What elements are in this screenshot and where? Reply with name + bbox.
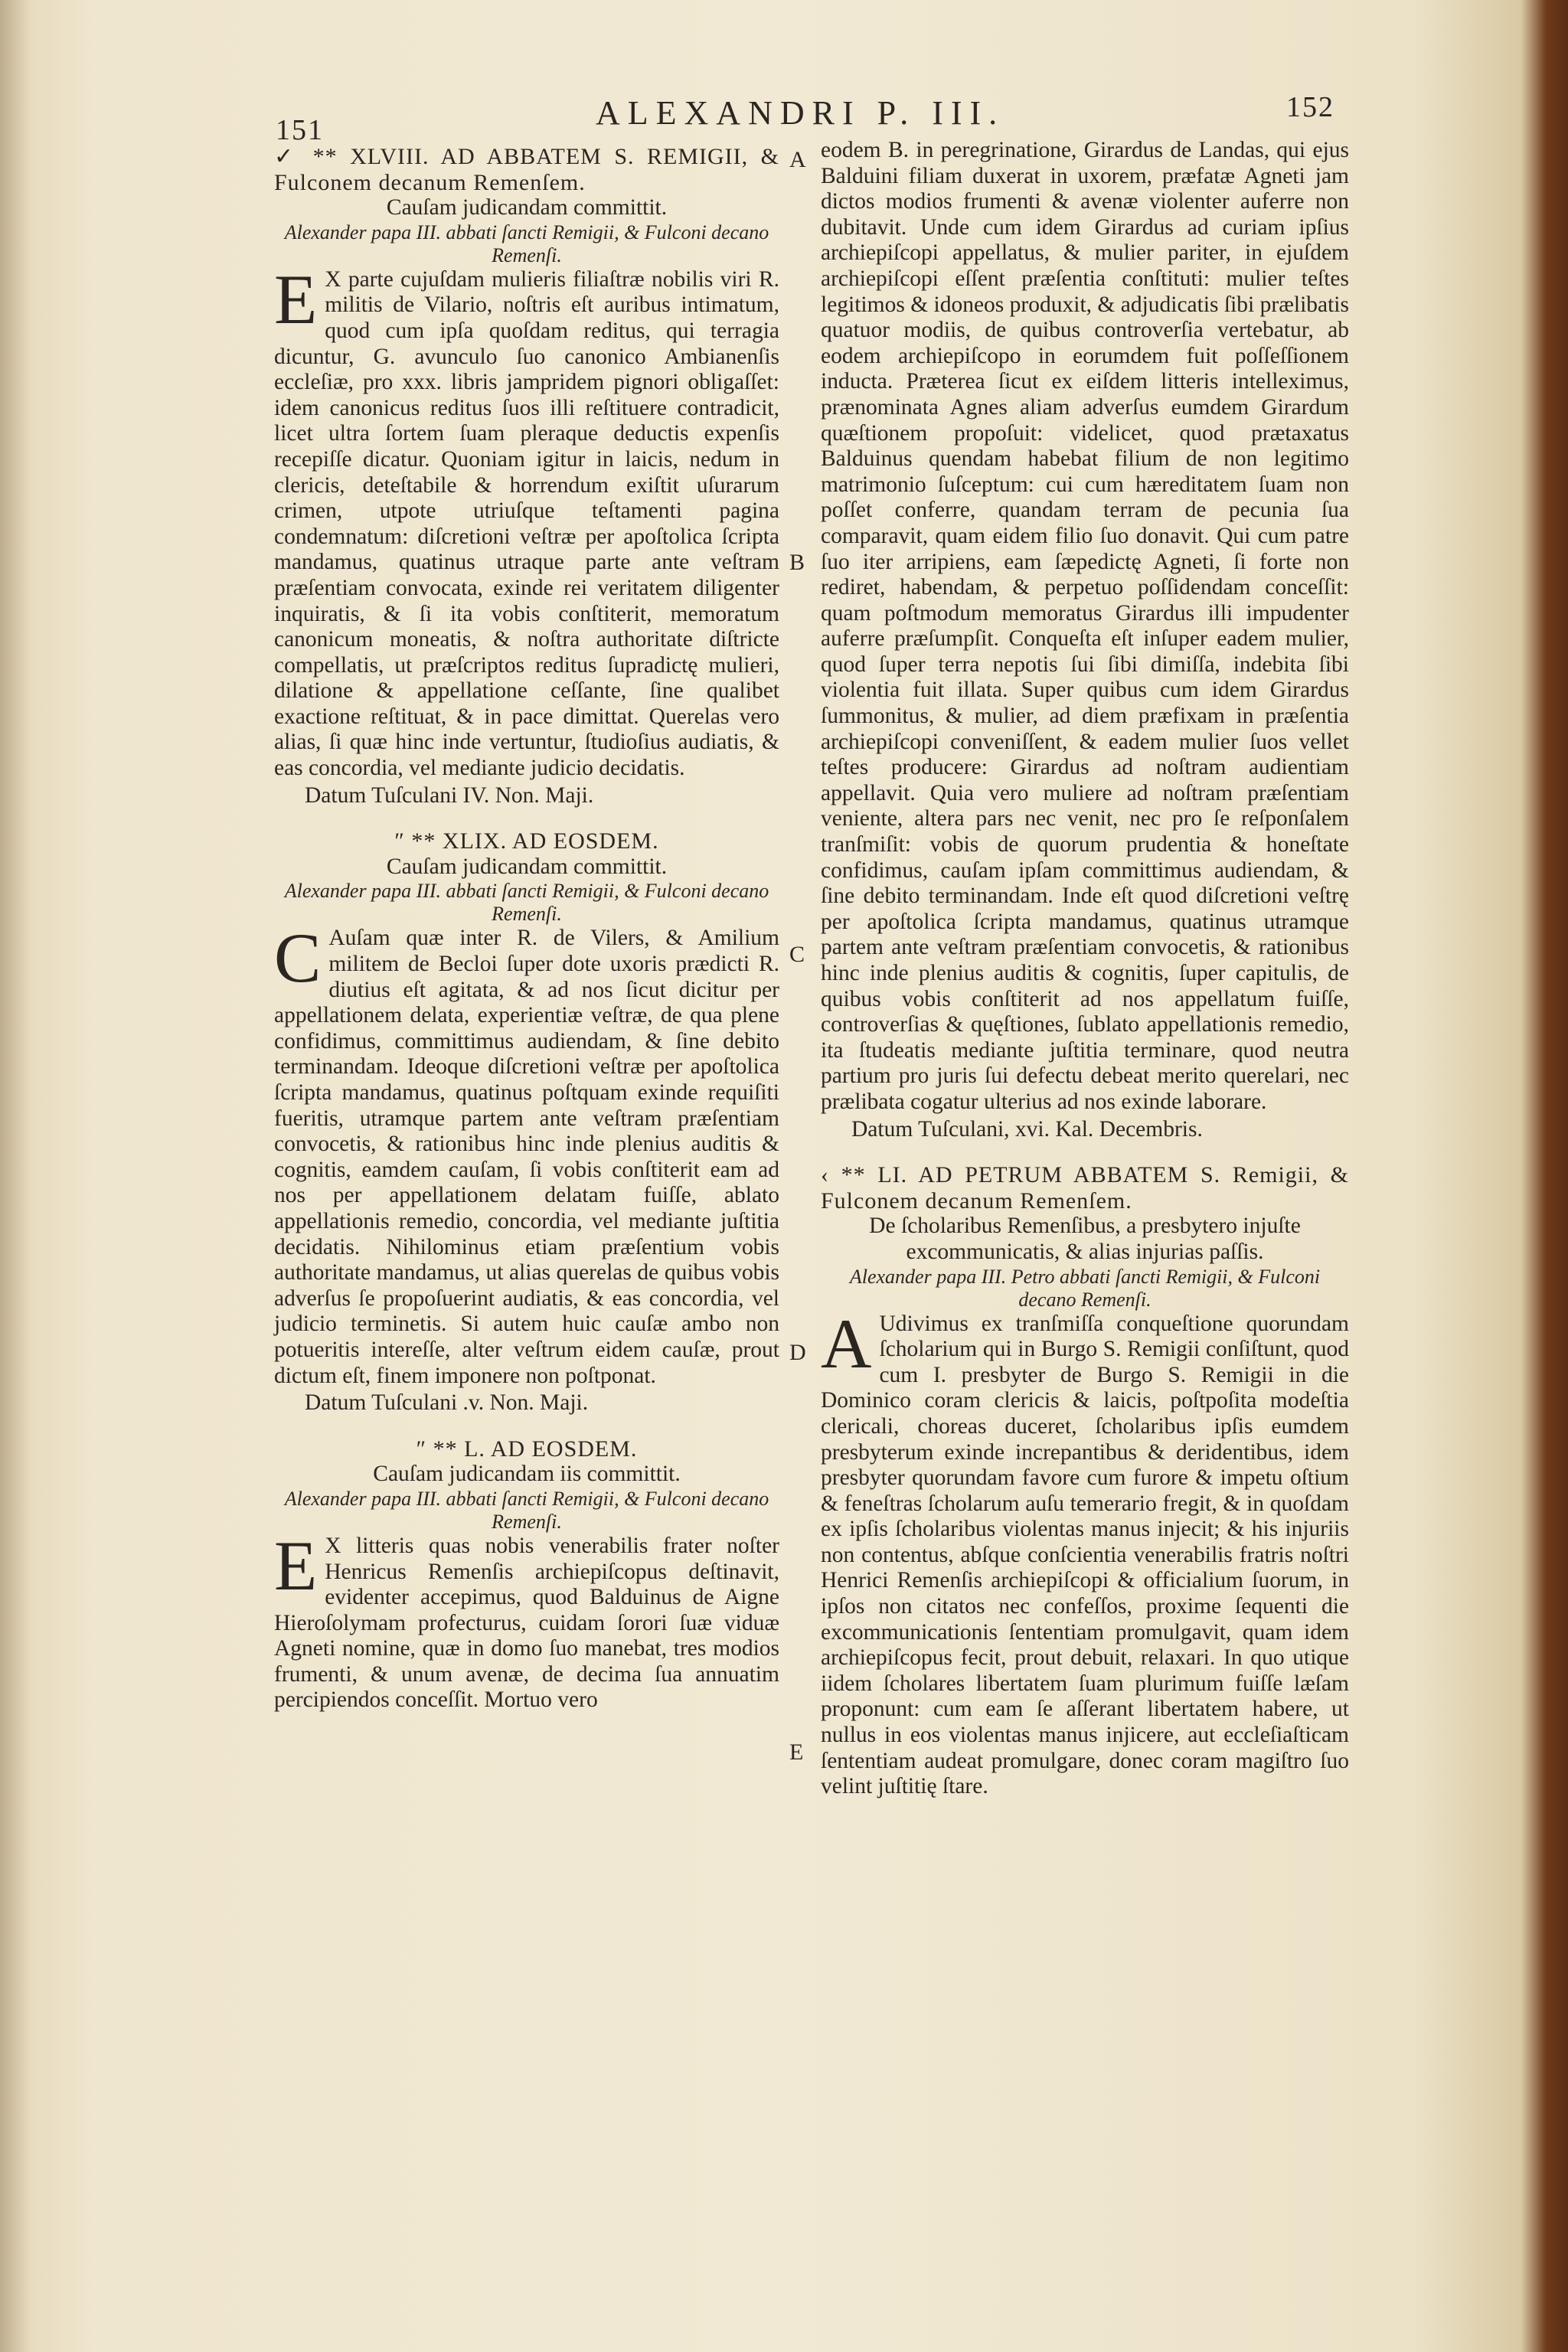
letter-51-subject: De ſcholaribus Remenſibus, a presbytero injuſte excommunicatis, & alias injurias paſſis.	[869, 1214, 1301, 1264]
letter-51-heading: ‹ ** LI. AD PETRUM ABBATEM S. Remigii, & Fulconem decanum Remenſem.	[821, 1162, 1349, 1214]
letter-50-subject: Cauſam judicandam iis committit.	[373, 1462, 681, 1487]
letter-49-heading: ″ ** XLIX. AD EOSDEM.	[394, 828, 659, 854]
letter-49-text	[274, 919, 779, 1389]
letter-48-body: X parte cujuſdam mulieris filiaſtræ nobilis viri R. militis de Vilario, noſtris eſt auribus intimatum, quod cum ipſa quoſdam reditus, qui terragia dicuntur, G. avunculo ſuo canonico Ambianenſis eccleſiæ, pro xxx. libris jampridem pignori obligaſſet: idem canonicus reditus ſuos illi reſtituere contradicit, licet ultra ſortem ſuam pleraque deductis expenſis recepiſſe dicatur. Quoniam igitur in laicis, nedum in clericis, deteſtabile & horrendum exiſtit uſurarum crimen, utpote utriuſque teſtamenti pagina condemnatum: diſcretioni veſtræ per apoſtolica ſcripta mandamus, quatinus utraque parte ante veſtram præſentiam convocata, exinde rei veritatem diligenter inquiratis, & ſi ita vobis conſtiterit, memoratum canonicum moneatis, & noſtra authoritate diſtricte compellatis, ut præſcriptos reditus ſupradictę mulieri, dilatione & appellatione ceſſante, ſine qualibet exactione reſtituat, & in pace dimittat. Querelas vero alias, ſi quæ hinc inde vertuntur, ſtudioſius audiatis, & eas concordia, vel mediante judicio decidatis.	[274, 266, 779, 781]
letter-48-address: Alexander papa III. abbati ſancti Remigii, & Fulconi decano Remenſi.	[284, 220, 769, 266]
letter-49-date: Datum Tuſculani .v. Non. Maji.	[305, 1390, 589, 1416]
letter-48-date: Datum Tuſculani IV. Non. Maji.	[305, 782, 594, 808]
letter-49-address: Alexander papa III. abbati ſancti Remigii, & Fulconi decano Remenſi.	[284, 880, 769, 926]
drop-cap: C	[274, 919, 322, 998]
page-number-right: 152	[1286, 91, 1334, 123]
letter-48-heading: ✓ ** XLVIII. AD ABBATEM S. REMIGII, & Fulconem decanum Remenſem.	[274, 144, 779, 195]
margin-letter-c: C	[789, 942, 805, 967]
right-column	[821, 138, 1349, 1800]
letter-51-address: Alexander papa III. Petro abbati ſancti Remigii, & Fulconi decano Remenſi.	[849, 1265, 1321, 1311]
letter-48-subject: Cauſam judicandam committit.	[386, 195, 668, 220]
letter-49-body: Auſam quæ inter R. de Vilers, & Amilium militem de Becloi ſuper dote uxoris prædicti R. diutius eſt agitata, & ad nos ſicut dicitur per appellationem delata, experientiæ veſtræ, de qua plene confidimus, committimus audiendam, & ſine debito terminandam. Ideoque diſcretioni veſtræ per apoſtolica ſcripta mandamus, quatinus poſtquam exinde requiſiti fueritis, utramque partem ante veſtram præſentiam convocetis, & rationibus hinc inde plenius auditis & cognitis, eamdem cauſam, ſi vobis conſtiterit eam ad nos per appellationem delatam fuiſſe, ablato appellationis remedio, concordia, vel mediante juſtitia decidatis. Nihilominus etiam præſentium vobis authoritate mandamus, ut alias querelas de quibus vobis adverſus ſe propoſuerint audiatis, & eas concordia, vel judicio terminetis. Si autem huic cauſæ ambo non potueritis intereſſe, alter veſtrum eidem cauſæ, prout dictum eſt, finem imponere non poſtponat.	[274, 926, 779, 1388]
margin-letter-b: B	[789, 550, 805, 575]
left-column	[274, 144, 779, 1713]
margin-letter-a: A	[789, 147, 806, 172]
drop-cap: A	[821, 1304, 872, 1383]
letter-50-address: Alexander papa III. abbati ſancti Remigii, & Fulconi decano Remenſi.	[284, 1487, 769, 1533]
letter-50-date: Datum Tuſculani, xvi. Kal. Decembris.	[851, 1116, 1203, 1142]
letter-48-text	[274, 260, 779, 782]
drop-cap: E	[274, 260, 318, 338]
letter-50-text	[274, 1526, 779, 1713]
letter-51-text	[821, 1304, 1349, 1800]
letter-51-body: Udivimus ex tranſmiſſa conqueſtione quorundam ſcholarium qui in Burgo S. Remigii conſiſtunt, quod cum I. presbyter de Burgo S. Remigii in die Dominico coram clericis & laicis, poſtpoſita modeſtia clericali, choreas duceret, ſcholaribus ipſis eumdem presbyterum exinde increpantibus & deridentibus, idem presbyter quorundam favore cum furore & impetu oſtium & feneſtras ſcholarum auſu temerario fregit, & in quoſdam ex ipſis ſcholaribus violentas manus injecit; & his injuriis non contentus, abſque conſcientia venerabilis fratris noſtri Henrici Remenſis archiepiſcopi & officialium ſuorum, in ipſos non citatos nec confeſſos, proxime ſequenti die excommunicationis ſententiam promulgavit, quam idem archiepiſcopus fecit, prout debuit, relaxari. In quo utique iidem ſcholares libertatem ſuam plurimum fuiſſe læſam proponunt: cum eam ſe aſſerant libertatem habere, ut nullus in eos violentas manus injicere, aut eccleſiaſticam ſententiam audeat promulgare, donec coram magiſtro ſuo velint juſtitię ſtare.	[821, 1311, 1349, 1799]
margin-letter-d: D	[789, 1340, 806, 1365]
drop-cap: E	[274, 1526, 318, 1605]
letter-50-body: X litteris quas nobis venerabilis frater noſter Henricus Remenſis archiepiſcopus deſtinavit, evidenter accepimus, quod Balduinus de Aigne Hieroſolymam profecturus, cuidam ſorori ſuæ viduæ Agneti nomine, quæ in domo ſuo manebat, tres modios frumenti, & unum avenæ, de decima ſua annuatim percipiendos conceſſit. Mortuo vero	[274, 1533, 779, 1713]
letter-50-heading: ″ ** L. AD EOSDEM.	[416, 1436, 638, 1462]
letter-49-subject: Cauſam judicandam committit.	[386, 854, 668, 879]
binding-shadow	[0, 0, 31, 2352]
page-number-left: 151	[276, 114, 324, 146]
margin-letter-e: E	[789, 1740, 804, 1765]
running-title: ALEXANDRI P. III.	[596, 94, 1005, 132]
letter-50-continuation: eodem B. in peregrinatione, Girardus de Landas, qui ejus Balduini filiam duxerat in uxorem, præfatæ Agneti jam dictos modios frumenti & avenæ violenter auferre non dubitavit. Unde cum idem Girardus ad curiam ipſius archiepiſcopi appellatus, & mulier pariter, in ejuſdem archiepiſcopi eſſent præſentia conſtituti: mulier teſtes legitimos & idoneos produxit, & adjudicatis ſibi prælibatis quatuor modiis, de quibus controverſia vertebatur, ab eodem archiepiſcopo in eorumdem fuit poſſeſſionem inducta. Præterea ſicut ex eiſdem litteris intelleximus, prænominata Agnes aliam adverſus eumdem Girardum quæſtionem propoſuit: videlicet, quod prætaxatus Balduinus quendam habebat filium de non legitimo matrimonio ſuſceptum: cui cum hæreditatem ſuam non poſſet conferre, quandam terram de pecunia ſua comparavit, quam eidem filio ſuo donavit. Qui cum patre ſuo iter arripiens, eam ſæpedictę Agneti, ſi forte non rediret, habendam, & perpetuo poſſidendam conceſſit: quam poſtmodum memoratus Girardus illi impudenter auferre præſumpſit. Conqueſta eſt inſuper eadem mulier, quod ſuper terra nepotis ſui ſibi dimiſſa, indebita ſibi violentia fuit illata. Super quibus cum idem Girardus ſummonitus, & mulier, ad diem præfixam in præſentia archiepiſcopi conveniſſent, & eadem mulier ſuos vellet teſtes producere: Girardus ad noſtram audientiam appellavit. Quia vero muliere ad noſtram præſentiam veniente, altera pars nec venit, nec pro ſe reſponſalem tranſmiſit: vobis de quorum prudentia & honeſtate confidimus, cauſam ipſam committimus audiendam, & ſine debito terminandam. Inde eſt quod diſcretioni veſtrę per apoſtolica ſcripta mandamus, quatinus utramque partem ante veſtram præſentiam convocetis, & rationibus hinc inde plenius auditis & cognitis, ſuper capitulis, de quibus vobis conſtiterit ad nos appellatum fuiſſe, controverſias & quęſtiones, ſublato appellationis remedio, ita ſtudeatis mediante juſtitia terminare, quod neutra partium pro juris ſui defectu debeat merito querelari, nec prælibata cogatur ulterius ad nos exinde laborare.	[821, 138, 1349, 1114]
